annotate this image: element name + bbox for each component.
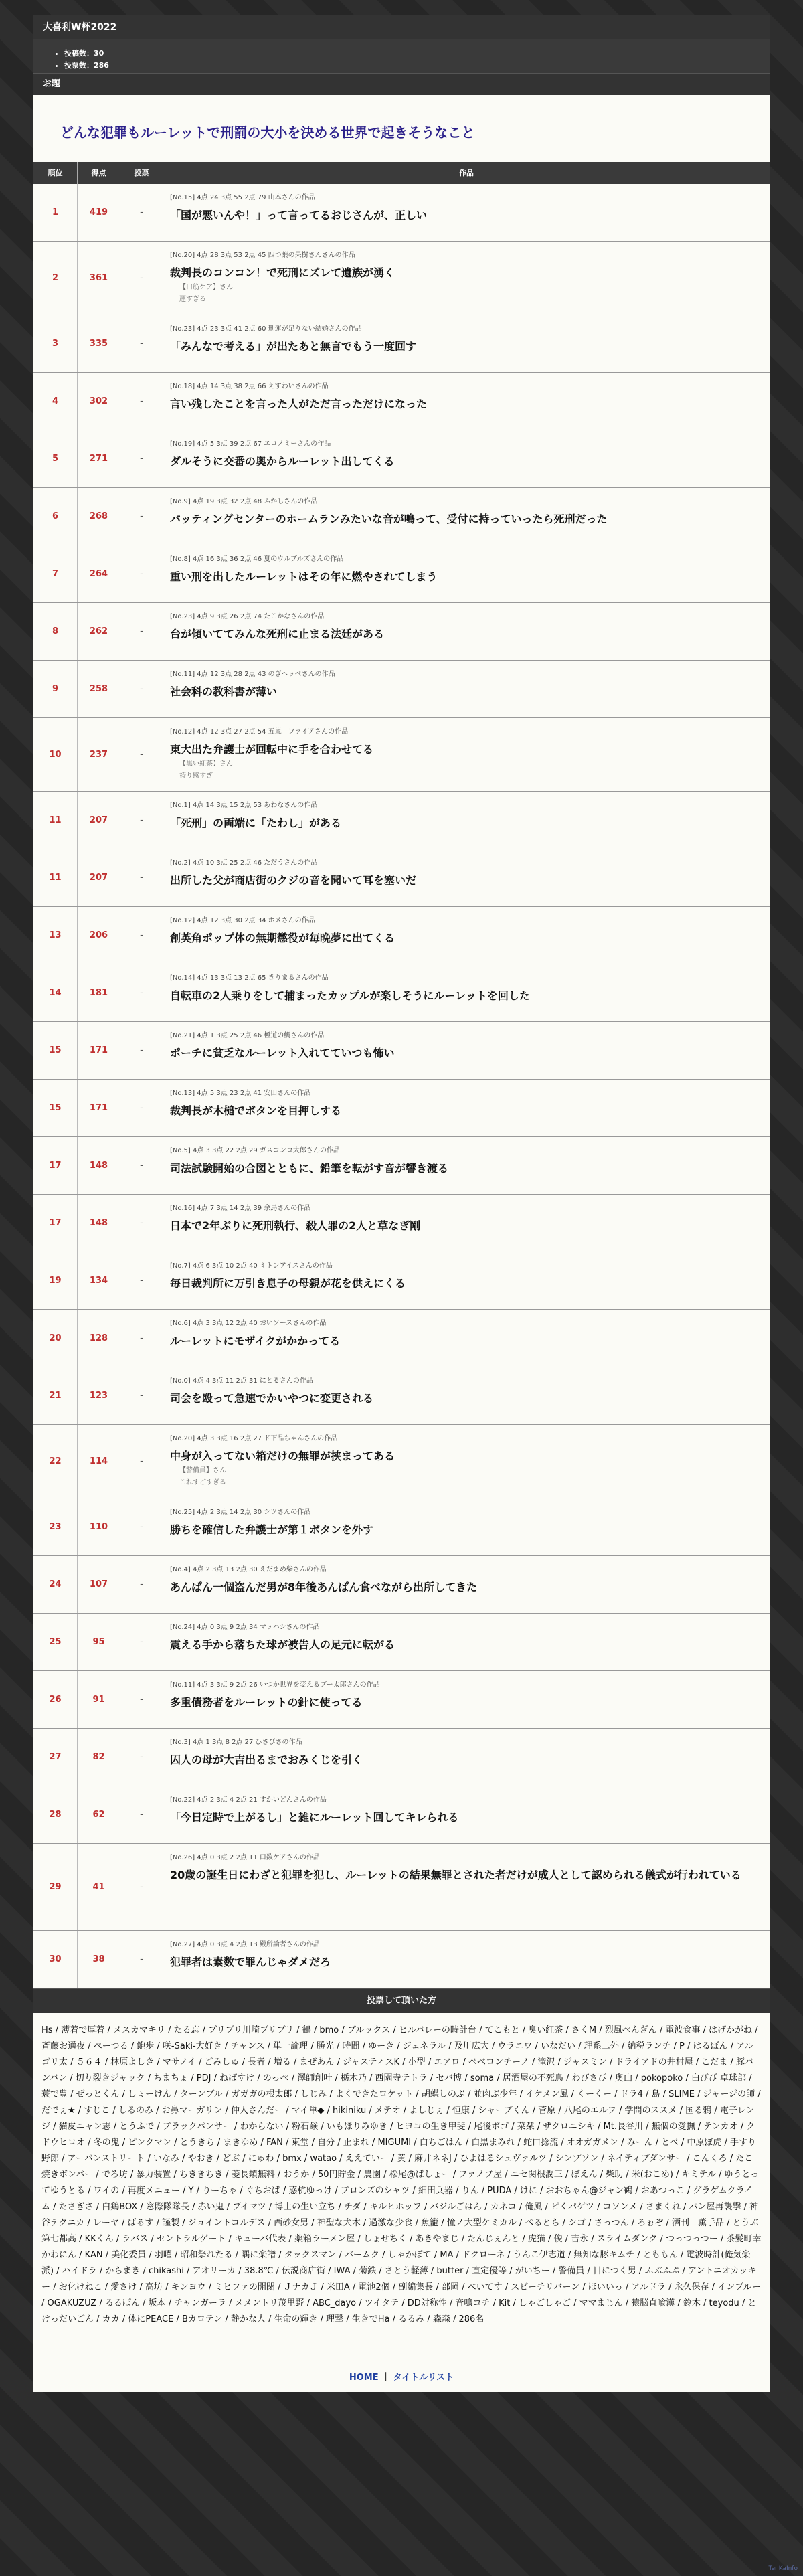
table-row: [33, 661, 770, 718]
header-work: 作品: [459, 169, 474, 177]
rank-cell: 30: [33, 1931, 78, 1988]
rank-cell: 3: [33, 315, 78, 372]
rank-cell: 19: [33, 1252, 78, 1309]
table-row: [33, 1844, 770, 1931]
table-row: [33, 907, 770, 964]
vote-cell: -: [120, 1425, 163, 1498]
work-text: 裁判長が木槌でボタンを目押しする: [170, 1104, 342, 1117]
table-row: [33, 1195, 770, 1252]
table-row: [33, 1425, 770, 1498]
work-meta: [No.0] 4点 4 3点 11 2点 31 にとるさんの作品: [170, 1377, 313, 1385]
score-cell: 110: [78, 1498, 120, 1555]
work-meta: [No.23] 4点 23 3点 41 2点 60 刑運が足りない結婚さんの作品: [170, 325, 362, 333]
score-cell: 258: [78, 661, 120, 717]
work-meta: [No.24] 4点 0 3点 9 2点 34 マッハシさんの作品: [170, 1624, 320, 1631]
work-cell: [163, 1367, 770, 1424]
work-cell: [163, 1844, 770, 1930]
table-row: [33, 1137, 770, 1195]
vote-cell: -: [120, 430, 163, 487]
vote-cell: -: [120, 792, 163, 849]
footer-nav: [33, 2360, 770, 2392]
work-cell: [163, 1498, 770, 1555]
table-row: [33, 1080, 770, 1137]
vote-cell: -: [120, 373, 163, 430]
rank-cell: 13: [33, 907, 78, 964]
work-text: 「今日定時で上がるし」と雑にルーレット回してキレられる: [170, 1811, 459, 1824]
work-cell: [163, 718, 770, 791]
comment-text: 祷り感すぎ: [179, 772, 213, 780]
score-cell: 262: [78, 603, 120, 660]
work-cell: [163, 430, 770, 487]
comment-author: 【警備員】さん: [179, 1467, 226, 1474]
rank-cell: 4: [33, 373, 78, 430]
table-row: [33, 964, 770, 1022]
work-text: 重い刑を出したルーレットはその年に燃やされてしまう: [170, 570, 438, 583]
rank-cell: 5: [33, 430, 78, 487]
score-cell: 302: [78, 373, 120, 430]
rank-cell: 17: [33, 1137, 78, 1194]
score-cell: 128: [78, 1310, 120, 1367]
score-cell: 62: [78, 1786, 120, 1843]
score-cell: 41: [78, 1844, 120, 1930]
rank-cell: 22: [33, 1425, 78, 1498]
table-row: [33, 242, 770, 315]
work-meta: [No.1] 4点 14 3点 15 2点 53 あわなさんの作品: [170, 802, 318, 809]
vote-cell: -: [120, 1931, 163, 1988]
rank-cell: 21: [33, 1367, 78, 1424]
table-row: [33, 430, 770, 488]
vote-cell: -: [120, 488, 163, 545]
vote-cell: -: [120, 603, 163, 660]
work-cell: [163, 1022, 770, 1079]
rank-cell: 29: [33, 1844, 78, 1930]
work-text: 台が傾いててみんな死刑に止まる法廷がある: [170, 628, 385, 640]
work-meta: [No.2] 4点 10 3点 25 2点 46 ただうさんの作品: [170, 859, 318, 867]
vote-cell: -: [120, 1022, 163, 1079]
vote-cell: -: [120, 849, 163, 906]
rank-cell: 7: [33, 545, 78, 602]
vote-cell: -: [120, 1195, 163, 1252]
rank-cell: 14: [33, 964, 78, 1021]
work-text: 東大出た弁護士が回転中に手を合わせてる: [170, 743, 374, 756]
score-cell: 207: [78, 849, 120, 906]
work-meta: [No.13] 4点 5 3点 23 2点 41 安田さんの作品: [170, 1090, 311, 1097]
score-cell: 95: [78, 1614, 120, 1670]
score-cell: 91: [78, 1671, 120, 1728]
work-cell: [163, 1729, 770, 1786]
work-meta: [No.19] 4点 5 3点 39 2点 67 エコノミーさんの作品: [170, 440, 331, 448]
score-cell: 171: [78, 1022, 120, 1079]
corner-label: TenKaInfo: [768, 2565, 798, 2572]
voters-names: Hs / 薄着で厚着 / メスカマキリ / たる忘 / ブリブリ川崎ブリブリ / 鶴 / bmo / ブルックス / ヒルバレーの時計台 / てこもと / 臭い紅茶 / さくM / 烈風ぺんぎん / 電波食事 / はげかがね / 斉藤お通夜 / ぺーつる / 飽歩 / 咲-Saki-大好き / チャンス / 単一論理 / 勝光 / 時間 / ゆーき / ジェネラル / 及川広大 / ウラニワ / いなだい / 理系二外 / 納税ランチ / P / はるぼん / アルゴリ太 / ５６４ / 林原よしき / マサノイ / ごみしゅ / 長者 / 増る / まぜあん / ジャスティスK / 小型 / エアロ / ベベロンチーノ / 滝沢 / ジャスミン / ドライアドの井村屋 / こだま / 豚バンバン / 切り裂きジャック / ちまちょ / PDJ / ねばすけ / のっぺ / 澤師創叶 / 栃木乃 / 西園寺テトラ / セバ博 / soma / 居酒屋の不死鳥 / わびさび / 奥山 / pokopoko / 白びび 卓球部 / 蓑で豊 / ぜっとくん / しょーけん / ターンブル / ガガガの根太郎 / しじみ / よくできたロケット / 胡蝶しのぶ / 並肉ぶ少年 / イケメン風 / くーくー / ドラ4 / 島 / SLIME / ジャージの師 / だでぇ★ / すじこ / しるのみ / お鼻マーガリン / 仲人さんだー / マイ単◆ / hikiniku / メテオ / よしじぇ / 恒康 / シャーブくん / 菅原 / 八尾のエルフ / 学問のススメ / 国る鴉 / 電子レンジ / 猫皮ニャン志 / とうふで / ブラックパンサー / わからない / 粉石鹸 / いもほりみゆき / ヒヨコの生き甲斐 / 尾後ボゴ / 菜栞 / ザクロニシキ / Mt.長谷川 / 無個の愛撫 / テンカオ / クドウヒロオ / 冬の鬼 / ピンクマン / とうきち / まきゆめ / FAN / 東堂 / 自分 / 止まれ / MIGUMI / 白ちごはん / 白黒まみれ / 蛇口捻流 / オオガガメン / みーん / とべ / 中原ぼ虎 / 手すり野郎 / アーバンストリート / いなみ / やおき / どぶ / にゅわ / bmx / watao / ええていー / 黄 / 麻井ネネJ / ひよはるシュヴァルツ / シンプソン / ネイティブダンサー / こんくろ / たこ焼きボンバー / でろ坊 / 暴力装置 / ちききちき / 菱長類無料 / おうか / 50円貯金 / 農園 / 松尾@ばしょー / ファノプ屋 / ニセ関根潤三 / ぼえん / 柴助 / 米(おこめ) / キミテル / ゆうとってゆうとる / ワイの / 再度メニュー / Y / りーちゃ / ぐちおば / 惑杭ゆっけ / ブロンズのシャツ / 細田兵器 / りん / PUDA / けに / おおちゃん@ジャン鶴 / おあつっこ / グラゲムクライム / たさぎさ / 白鶏BOX / 窓際隊隊長 / 赤い鬼 / ブイマツ / 博士の生い立ち / チダ / キルヒホッフ / バジルごはん / カネコ / 俺風 / ピくパゲツ / コソンメ / さまくれ / パン屋再襲撃 / 神谷テクニカ / レーヤ / ばるす / 謹製 / ジョイントコルデス / 西砂女男 / 神聖な犬木 / 過激な少食 / 魚籠 / 憧ノ大型ケミカル / ぺるとら / シゴ / さっつん / ろぉぞ / 酒刊 薫手品 / とうぶ第七都高 / KKくん / ラバス / セントラルゲート / キューバ代表 / 薬箱ラーメン屋 / しょせちく / あきやまじ / たんじぇんと / 虎猫 / 俊 / 吉永 / スライムダンク / つっつっつー / 茶髪町幸かわにん / KAN / 美化委員 / 羽曜 / 昭和祭れたる / 隅に楽譜 / タックスマン / バームク / しゃかぽて / MA / ドクローネ / うんこ伊志道 / 無知な豚キムチ / とももん / 電波時計(俺気楽派) / ハイドラ / からまき / chikashi / アオリーカ / 38.8℃ / 伝説商店街 / IWA / 菊鉄 / さとう軽薄 / butter / 直定優等 / がいちー / 警備員 / 目につく男 / ふぶふぶ / アントニオカッキー / お化けねこ / 愛さけ / 高坊 / キンヨウ / ミヒファの開閉 / ＪナカＪ / 米田A / 電池2個 / 副編集長 / 部岡 / べいてす / スピーチリバーン / ほいいっ / アルドラ / 永久保存 / インブルー / OGAKUZUZ / るるぽん / 坂本 / チャンガーラ / メメントリ茂里野 / ABC_dayo / ツイタテ / DD対称性 / 音鳴コチ / Kit / しゃごしゃご / ママまじん / 猿脳直喰漢 / 鈴木 / teyodu / とけっだいごん / カカ / 体にPEACE / Bカロテン / 静かな人 / 生命の輝き / 理撃 / 生きでHa / るるみ / 森森 /: [41, 2025, 762, 2324]
rank-cell: 24: [33, 1556, 78, 1613]
rank-cell: 28: [33, 1786, 78, 1843]
score-cell: 237: [78, 718, 120, 791]
work-meta: [No.23] 4点 9 3点 26 2点 74 たこかなさんの作品: [170, 613, 325, 620]
work-text: ルーレットにモザイクがかかってる: [170, 1335, 341, 1347]
score-cell: 268: [78, 488, 120, 545]
work-cell: [163, 603, 770, 660]
work-meta: [No.14] 4点 13 3点 13 2点 65 きりまるさんの作品: [170, 974, 329, 982]
vote-cell: -: [120, 545, 163, 602]
vote-cell: -: [120, 315, 163, 372]
table-row: [33, 1729, 770, 1786]
work-meta: [No.8] 4点 16 3点 36 2点 46 夏のウルブルズさんの作品: [170, 555, 344, 563]
table-row: [33, 1367, 770, 1425]
results-table-body: [33, 184, 770, 1988]
vote-cell: -: [120, 1844, 163, 1930]
score-cell: 181: [78, 964, 120, 1021]
work-text: 勝ちを確信した弁護士が第１ボタンを外す: [170, 1523, 374, 1536]
vote-cell: -: [120, 1671, 163, 1728]
work-text: 中身が入ってない箱だけの無罪が挟まってある: [170, 1450, 395, 1462]
work-cell: [163, 849, 770, 906]
work-cell: [163, 184, 770, 241]
work-meta: [No.11] 4点 3 3点 9 2点 26 いつか世界を変えるブー太郎さんの作品: [170, 1681, 380, 1689]
work-meta: [No.7] 4点 6 3点 10 2点 40 ミトンアイスさんの作品: [170, 1262, 333, 1270]
work-text: 「みんなで考える」が出たあと無言でもう一度回す: [170, 340, 417, 353]
vote-cell: -: [120, 1080, 163, 1136]
vote-cell: -: [120, 1729, 163, 1786]
voters-count: 286名: [458, 2314, 484, 2324]
work-cell: [163, 1080, 770, 1136]
rank-cell: 27: [33, 1729, 78, 1786]
table-row: [33, 1022, 770, 1080]
vote-cell: -: [120, 718, 163, 791]
vote-cell: -: [120, 1556, 163, 1613]
vote-cell: -: [120, 1137, 163, 1194]
score-cell: 335: [78, 315, 120, 372]
work-cell: [163, 545, 770, 602]
work-text: 震える手から落ちた球が被告人の足元に転がる: [170, 1638, 395, 1651]
work-text: 囚人の母が大吉出るまでおみくじを引く: [170, 1753, 363, 1766]
table-row: [33, 1614, 770, 1671]
work-text: あんぱん一個盗んだ男が8年後あんぱん食べながら出所してきた: [170, 1581, 478, 1594]
rank-cell: 6: [33, 488, 78, 545]
table-row: [33, 718, 770, 792]
voters-header: 投票して頂いた方: [33, 1988, 770, 2013]
home-link[interactable]: HOME: [349, 2373, 379, 2383]
table-row: [33, 1931, 770, 1988]
rank-cell: 17: [33, 1195, 78, 1252]
results-table-header: [33, 162, 770, 184]
vote-cell: -: [120, 964, 163, 1021]
vote-cell: -: [120, 1367, 163, 1424]
work-meta: [No.21] 4点 1 3点 25 2点 46 極道の鯛さんの作品: [170, 1032, 325, 1039]
work-meta: [No.20] 4点 3 3点 16 2点 27 ド下品ちゃんさんの作品: [170, 1435, 338, 1442]
work-meta: [No.4] 4点 2 3点 13 2点 30 えだまめ柴さんの作品: [170, 1566, 327, 1573]
voters-list: [33, 2013, 770, 2360]
work-cell: [163, 907, 770, 964]
table-row: [33, 1498, 770, 1556]
score-cell: 107: [78, 1556, 120, 1613]
work-text: 社会科の教科書が薄い: [170, 685, 278, 698]
summary-votes: • 投票数：286: [64, 60, 760, 72]
work-text: ポーチに貧乏なルーレット入れてていつも怖い: [170, 1047, 395, 1059]
table-row: [33, 1556, 770, 1614]
page-title: 大喜利W杯2022: [33, 15, 770, 39]
work-meta: [No.16] 4点 7 3点 14 2点 39 余馬さんの作品: [170, 1205, 311, 1212]
work-cell: [163, 1556, 770, 1613]
score-cell: 419: [78, 184, 120, 241]
header-rank: 順位: [33, 162, 78, 184]
work-cell: [163, 1425, 770, 1498]
work-cell: [163, 1786, 770, 1843]
work-text: ダルそうに交番の奥からルーレット出してくる: [170, 455, 395, 468]
rank-cell: 10: [33, 718, 78, 791]
score-cell: 171: [78, 1080, 120, 1136]
work-cell: [163, 315, 770, 372]
score-cell: 207: [78, 792, 120, 849]
work-text: 「死刑」の両端に「たわし」がある: [170, 817, 342, 829]
work-meta: [No.5] 4点 3 3点 22 2点 29 ガスコンロ太郎さんの作品: [170, 1147, 340, 1154]
rank-cell: 2: [33, 242, 78, 315]
table-row: [33, 849, 770, 907]
score-cell: 271: [78, 430, 120, 487]
work-cell: [163, 661, 770, 717]
work-cell: [163, 1310, 770, 1367]
vote-cell: -: [120, 661, 163, 717]
vote-cell: -: [120, 1786, 163, 1843]
work-cell: [163, 1252, 770, 1309]
table-row: [33, 1252, 770, 1310]
comment-author: 【黒い紅茶】さん: [179, 760, 233, 768]
work-text: 日本で2年ぶりに死刑執行、殺人罪の2人と草なぎ剛: [170, 1219, 421, 1232]
comment-author: 【口筋ケア】さん: [179, 284, 233, 291]
vote-cell: -: [120, 1310, 163, 1367]
rank-cell: 8: [33, 603, 78, 660]
work-cell: [163, 1195, 770, 1252]
rank-cell: 15: [33, 1080, 78, 1136]
score-cell: 206: [78, 907, 120, 964]
score-cell: 134: [78, 1252, 120, 1309]
table-row: [33, 184, 770, 242]
work-meta: [No.12] 4点 12 3点 30 2点 34 ホメさんの作品: [170, 917, 315, 924]
table-row: [33, 1786, 770, 1844]
work-text: 裁判長のコンコン！で死刑にズレて遺族が湧く: [170, 266, 395, 279]
score-cell: 361: [78, 242, 120, 315]
work-meta: [No.11] 4点 12 3点 28 2点 43 のぎヘッペさんの作品: [170, 671, 335, 678]
work-text: 司法試験開始の合図とともに、鉛筆を転がす音が響き渡る: [170, 1162, 449, 1175]
work-text: 多重債務者をルーレットの針に使ってる: [170, 1696, 363, 1709]
table-row: [33, 603, 770, 661]
work-cell: [163, 1931, 770, 1988]
rank-cell: 9: [33, 661, 78, 717]
work-text: 犯罪者は素数で罪んじゃダメだろ: [170, 1956, 331, 1968]
work-text: 司会を殴って急速でかいやつに変更される: [170, 1392, 374, 1405]
work-cell: [163, 792, 770, 849]
work-meta: [No.12] 4点 12 3点 27 2点 54 五嵐 ファイアさんの作品: [170, 728, 349, 736]
work-meta: [No.26] 4点 0 3点 2 2点 11 口数ケアさんの作品: [170, 1854, 320, 1861]
score-cell: 264: [78, 545, 120, 602]
work-meta: [No.22] 4点 2 3点 4 2点 21 すかいどんさんの作品: [170, 1796, 327, 1804]
work-text: 20歳の誕生日にわざと犯罪を犯し、ルーレットの結果無罪とされた者だけが成人として認められる儀式が行われている: [170, 1869, 741, 1881]
rank-cell: 26: [33, 1671, 78, 1728]
score-cell: 114: [78, 1425, 120, 1498]
work-meta: [No.25] 4点 2 3点 14 2点 30 シツさんの作品: [170, 1509, 311, 1516]
work-meta: [No.6] 4点 3 3点 12 2点 40 おいソースさんの作品: [170, 1320, 327, 1327]
summary-box: [33, 39, 770, 73]
table-row: [33, 545, 770, 603]
work-meta: [No.20] 4点 28 3点 53 2点 45 四つ葉の果樹さんさんの作品: [170, 252, 355, 259]
page-container: [33, 15, 770, 2392]
title-list-link[interactable]: タイトルリスト: [393, 2373, 454, 2383]
work-text: バッティングセンターのホームランみたいな音が鳴って、受付に持っていったら死刑だった: [170, 513, 608, 525]
score-cell: 148: [78, 1195, 120, 1252]
work-meta: [No.18] 4点 14 3点 38 2点 66 えすわいさんの作品: [170, 383, 329, 390]
score-cell: 148: [78, 1137, 120, 1194]
comment-text: 運すぎる: [179, 296, 206, 303]
work-cell: [163, 1671, 770, 1728]
rank-cell: 11: [33, 849, 78, 906]
vote-cell: -: [120, 184, 163, 241]
header-vote: 投票: [120, 162, 163, 184]
work-text: 毎日裁判所に万引き息子の母親が花を供えにくる: [170, 1277, 406, 1290]
comment-text: これすごすぎる: [179, 1479, 226, 1486]
table-row: [33, 1671, 770, 1729]
topic-header: お題: [33, 73, 770, 95]
rank-cell: 1: [33, 184, 78, 241]
rank-cell: 11: [33, 792, 78, 849]
rank-cell: 25: [33, 1614, 78, 1670]
topic-text: どんな犯罪もルーレットで刑罰の大小を決める世界で起きそうなこと: [33, 95, 770, 162]
work-cell: [163, 488, 770, 545]
vote-cell: -: [120, 1252, 163, 1309]
work-text: 言い残したことを言った人がただ言っただけになった: [170, 398, 428, 410]
table-row: [33, 373, 770, 430]
work-text: 「国が悪いんや！」って言ってるおじさんが、正しい: [170, 209, 428, 222]
work-cell: [163, 373, 770, 430]
vote-cell: -: [120, 1614, 163, 1670]
work-meta: [No.15] 4点 24 3点 55 2点 79 山本さんの作品: [170, 194, 315, 201]
work-text: 出所した父が商店街のクジの音を聞いて耳を塞いだ: [170, 874, 417, 887]
vote-cell: -: [120, 907, 163, 964]
rank-cell: 15: [33, 1022, 78, 1079]
table-row: [33, 315, 770, 373]
work-meta: [No.3] 4点 1 3点 8 2点 27 ひさびさの作品: [170, 1739, 302, 1746]
work-cell: [163, 1137, 770, 1194]
work-cell: [163, 242, 770, 315]
score-cell: 82: [78, 1729, 120, 1786]
work-cell: [163, 1614, 770, 1670]
rank-cell: 23: [33, 1498, 78, 1555]
table-row: [33, 488, 770, 545]
vote-cell: -: [120, 242, 163, 315]
work-text: 創英角ポップ体の無期懲役が毎晩夢に出てくる: [170, 932, 395, 944]
header-score: 得点: [78, 162, 120, 184]
rank-cell: 20: [33, 1310, 78, 1367]
footer-separator: ｜: [381, 2373, 393, 2383]
vote-cell: -: [120, 1498, 163, 1555]
score-cell: 38: [78, 1931, 120, 1988]
summary-posts: • 投稿数：30: [64, 48, 760, 60]
work-meta: [No.9] 4点 19 3点 32 2点 48 ふかしさんの作品: [170, 498, 318, 505]
table-row: [33, 1310, 770, 1367]
work-meta: [No.27] 4点 0 3点 4 2点 13 殿所論者さんの作品: [170, 1941, 320, 1948]
score-cell: 123: [78, 1367, 120, 1424]
work-text: 自転車の2人乗りをして捕まったカップルが楽しそうにルーレットを回した: [170, 989, 530, 1002]
table-row: [33, 792, 770, 849]
work-cell: [163, 964, 770, 1021]
